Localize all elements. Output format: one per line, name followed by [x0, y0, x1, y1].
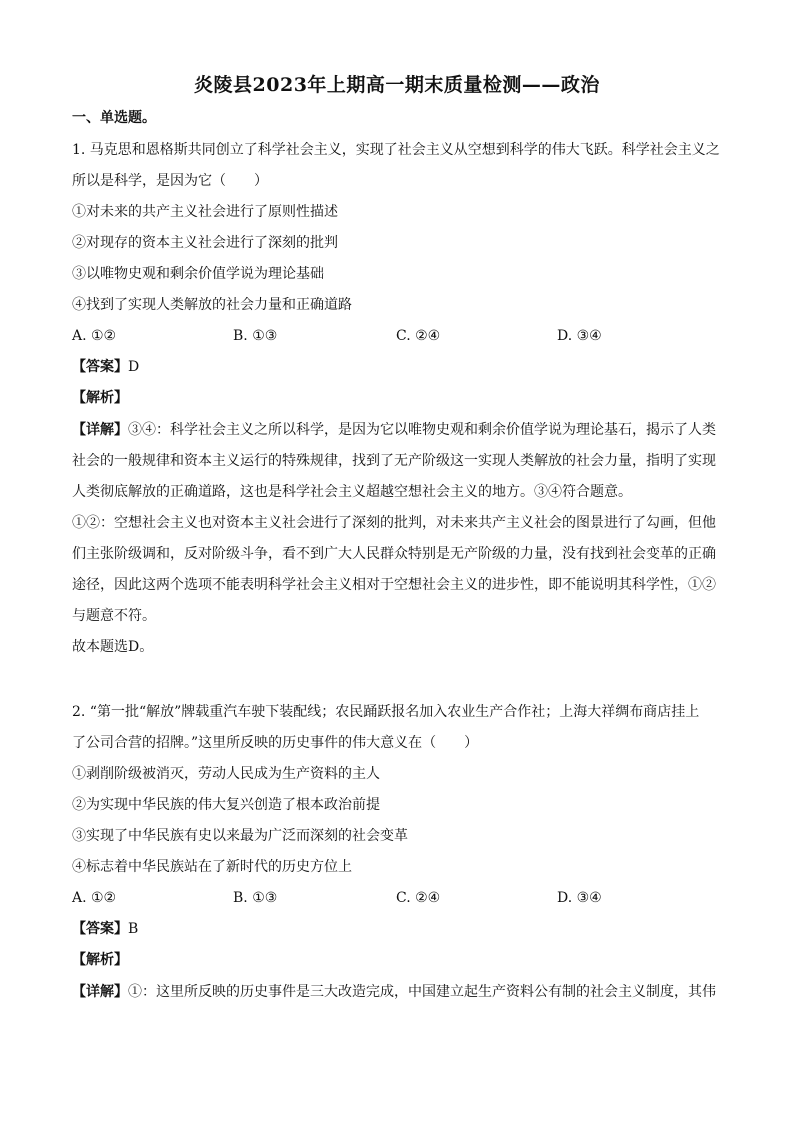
- q1-item-2: ②对现存的资本主义社会进行了深刻的批判: [72, 235, 338, 251]
- q1-detail-line-7: 与题意不符。: [72, 608, 156, 624]
- q1-option-b: B. ①③: [233, 328, 278, 344]
- q1-item-4: ④找到了实现人类解放的社会力量和正确道路: [72, 297, 352, 313]
- q2-item-3: ③实现了中华民族有史以来最为广泛而深刻的社会变革: [72, 828, 408, 844]
- q2-answer-value: B: [128, 921, 139, 937]
- q2-option-a: A. ①②: [72, 890, 117, 906]
- q2-item-1: ①剥削阶级被消灭，劳动人民成为生产资料的主人: [72, 766, 380, 782]
- q1-item-3: ③以唯物史观和剩余价值学说为理论基础: [72, 266, 324, 282]
- q2-option-c: C. ②④: [396, 890, 441, 906]
- q1-detail-line-6: 途径，因此这两个选项不能表明科学社会主义相对于空想社会主义的进步性，即不能说明其科学性，①②: [72, 577, 716, 593]
- q1-answer-value: D: [128, 359, 140, 375]
- q2-stem-line-2: 了公司合营的招牌。”这里所反映的历史事件的伟大意义在（ ）: [72, 735, 479, 751]
- q2-detail-tag: 【详解】: [72, 984, 128, 1000]
- q1-option-c: C. ②④: [396, 328, 441, 344]
- page-title: 炎陵县2023年上期高一期末质量检测——政治: [194, 74, 600, 96]
- q1-answer-tag: 【答案】: [72, 359, 128, 375]
- q2-item-2: ②为实现中华民族的伟大复兴创造了根本政治前提: [72, 797, 380, 813]
- q2-answer: [72, 919, 138, 939]
- q2-analysis-tag: 【解析】: [72, 952, 128, 968]
- q1-detail-line-2: 社会的一般规律和资本主义运行的特殊规律，找到了无产阶级这一实现人类解放的社会力量，指明了实现: [72, 453, 716, 469]
- q1-detail-tag: 【详解】: [72, 422, 128, 438]
- q2-option-b: B. ①③: [233, 890, 278, 906]
- q2-item-4: ④标志着中华民族站在了新时代的历史方位上: [72, 859, 352, 875]
- q1-detail-text-1: ③④：科学社会主义之所以科学，是因为它以唯物史观和剩余价值学说为理论基石，揭示了人类: [128, 422, 716, 438]
- q1-detail-line-4: ①②：空想社会主义也对资本主义社会进行了深刻的批判，对未来共产主义社会的图景进行了勾画，但他: [72, 515, 716, 531]
- q1-option-d: D. ③④: [557, 328, 602, 344]
- q2-detail-text-1: ①：这里所反映的历史事件是三大改造完成，中国建立起生产资料公有制的社会主义制度，其伟: [128, 984, 716, 1000]
- q2-detail-line-1: [72, 982, 716, 1002]
- q2-option-d: D. ③④: [557, 890, 602, 906]
- q1-detail-line-5: 们主张阶级调和，反对阶级斗争，看不到广大人民群众特别是无产阶级的力量，没有找到社会变革的正确: [72, 546, 716, 562]
- section-heading: 一、单选题。: [72, 110, 156, 126]
- q1-detail-line-3: 人类彻底解放的正确道路，这也是科学社会主义超越空想社会主义的地方。③④符合题意。: [72, 484, 632, 500]
- q1-conclusion: 故本题选D。: [72, 639, 154, 655]
- q1-stem-line-2: 所以是科学，是因为它（ ）: [72, 173, 268, 189]
- q1-analysis-tag: 【解析】: [72, 390, 128, 406]
- q2-answer-tag: 【答案】: [72, 921, 128, 937]
- q1-item-1: ①对未来的共产主义社会进行了原则性描述: [72, 204, 338, 220]
- q2-stem-line-1: 2. “第一批“解放”牌载重汽车驶下装配线；农民踊跃报名加入农业生产合作社；上海大祥绸布商店挂上: [72, 704, 700, 720]
- q1-option-a: A. ①②: [72, 328, 117, 344]
- q1-detail-line-1: [72, 420, 716, 440]
- q1-answer: [72, 357, 139, 377]
- q1-stem-line-1: 1. 马克思和恩格斯共同创立了科学社会主义，实现了社会主义从空想到科学的伟大飞跃。科学社会主义之: [72, 142, 720, 158]
